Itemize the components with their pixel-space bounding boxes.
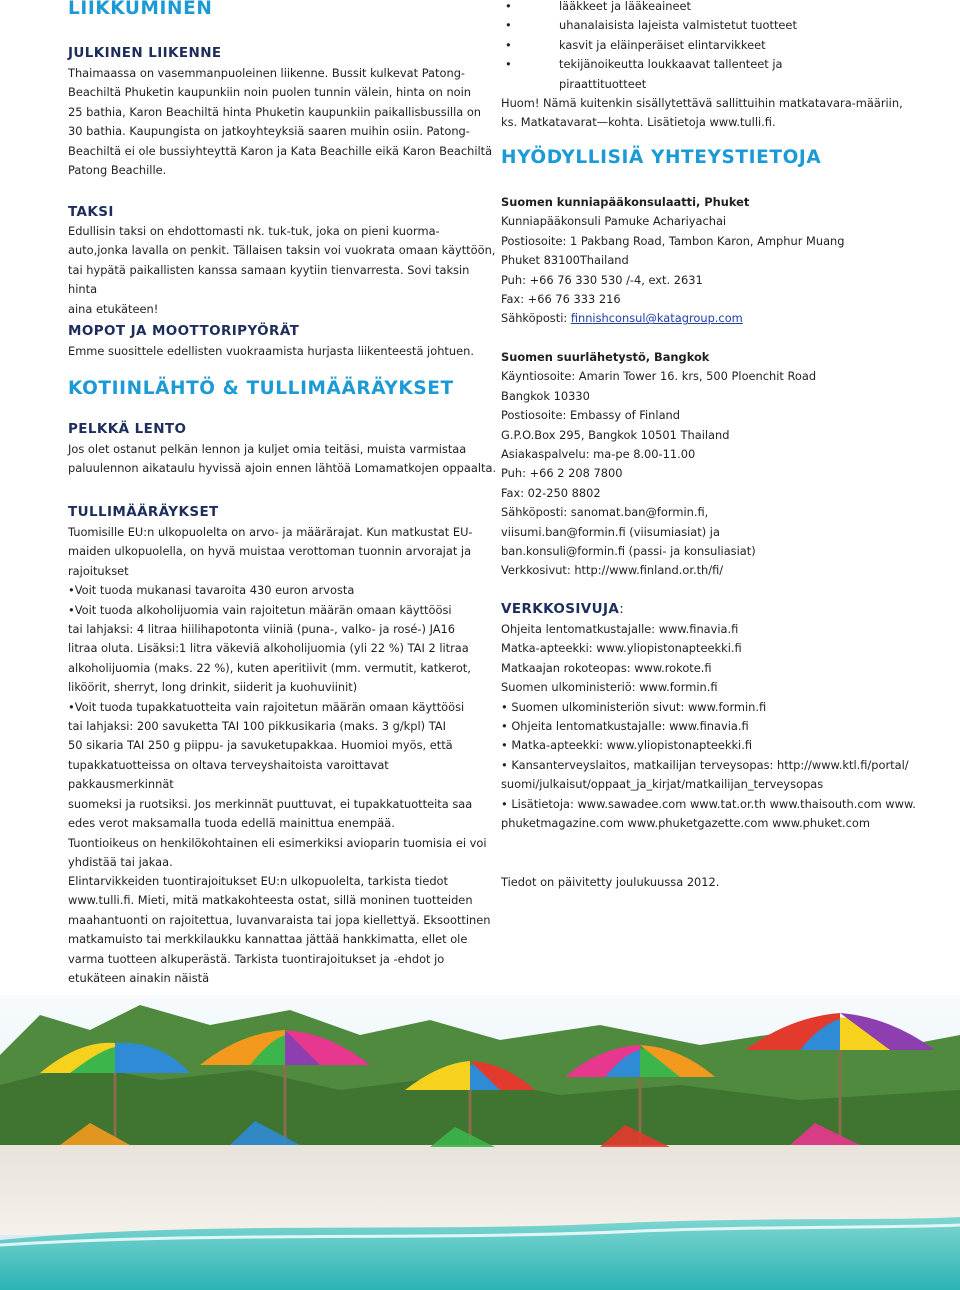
text-line: Ohjeita lentomatkustajalle: www.finavia.fi	[501, 622, 739, 636]
text-line: Huom! Nämä kuitenkin sisällytettävä sallittuihin matkatavara-määriin,	[501, 96, 903, 110]
text-line: tai lahjaksi: 4 litraa hiilihapotonta viiniä (puna-, valko- ja rosé-) JA16	[68, 622, 456, 637]
text-line: tai hypätä paikallisten kanssa samaan kyytiin tienvarresta. Sovi taksin hinta	[68, 262, 470, 297]
text-line: suomeksi ja ruotsiksi. Jos merkinnät puuttuvat, ei tupakkatuotteita saa	[68, 796, 473, 811]
list-item-text: tekijänoikeutta loukkaavat tallenteet ja	[559, 57, 783, 72]
consulate-name: Suomen kunniapääkonsulaatti, Phuket	[501, 195, 750, 209]
list-item-text: uhanalaisista lajeista valmistetut tuotteet	[559, 18, 797, 33]
websites-list	[501, 620, 931, 833]
text-line: paluulennon aikataulu hyvissä ajoin ennen lähtöä Lomamatkojen oppaalta.	[68, 461, 497, 476]
text-line: varma tuotteen alkuperästä. Tarkista tuontirajoitukset ja -ehdot jo	[68, 951, 445, 966]
food-import-note	[68, 872, 498, 988]
text-line: Bangkok 10330	[501, 388, 590, 403]
list-item-text: kasvit ja eläinperäiset elintarvikkeet	[559, 37, 766, 52]
text-line: Kunniapääkonsuli Pamuke Achariyachai	[501, 214, 727, 229]
text-line: 25 bathia, Karon Beachiltä hinta Phuketin kaupunkiin paikallisbussilla on	[68, 104, 482, 119]
text-line: Thaimaassa on vasemmanpuoleinen liikenne. Bussit kulkevat Patong-	[68, 66, 466, 80]
text-line: Fax: +66 76 333 216	[501, 292, 621, 307]
text-line: tai lahjaksi: 200 savuketta TAI 100 pikkusikaria (maks. 3 g/kpl) TAI	[68, 719, 446, 734]
text-line: matkamuisto tai merkkilaukku kannattaa jättää hankkimatta, ellet ole	[68, 932, 468, 947]
email-line	[501, 309, 931, 328]
list-item	[501, 0, 921, 16]
text-line: • Lisätietoja: www.sawadee.com www.tat.or.th www.thaisouth.com www.	[501, 796, 916, 811]
text-line: viisumi.ban@formin.fi (viisumiasiat) ja	[501, 524, 720, 539]
text-line: 30 bathia. Kaupungista on jatkoyhteyksiä saaren muihin osiin. Patong-	[68, 124, 470, 139]
flight-only-text	[68, 440, 498, 479]
text-line: auto,jonka lavalla on penkit. Tällaisen taksin voi vuokrata omaan käyttöön,	[68, 243, 496, 258]
list-item	[501, 16, 921, 35]
beach-photo	[0, 995, 960, 1290]
public-transport-text	[68, 64, 498, 180]
section-title-liikkuminen: LIIKKUMINEN	[68, 0, 213, 19]
text-line: liköörit, sherryt, long drinkit, siiderit ja kuohuviinit)	[68, 680, 358, 695]
text-line: Emme suosittele edellisten vuokraamista hurjasta liikenteestä johtuen.	[68, 344, 474, 358]
text-line: Puh: +66 2 208 7800	[501, 466, 623, 481]
text-line: tupakkatuotteissa on oltava terveyshaitoista varoittavat pakkausmerkinnät	[68, 757, 389, 792]
text-line: G.P.O.Box 295, Bangkok 10501 Thailand	[501, 427, 730, 442]
text-line: etukäteen ainakin näistä	[68, 971, 210, 986]
text-line: maiden ulkopuolella, on hyvä muistaa verottoman tuonnin arvorajat ja	[68, 544, 472, 559]
text-line: Sähköposti: sanomat.ban@formin.fi,	[501, 505, 709, 520]
restricted-items-list	[501, 0, 921, 94]
text-line: Beachiltä Phuketin kaupunkiin noin puolen tunnin välein, hinta on noin	[68, 85, 472, 100]
text-line: aina etukäteen!	[68, 301, 159, 316]
list-item-text: piraattituotteet	[559, 76, 647, 91]
text-line: www.tulli.fi. Mieti, mitä matkakohteesta ostat, sillä moninen tuotteiden	[68, 893, 473, 908]
text-line: Matka-apteekki: www.yliopistonapteekki.fi	[501, 641, 742, 656]
list-item	[501, 55, 921, 74]
text-line: Postiosoite: 1 Pakbang Road, Tambon Karon, Amphur Muang	[501, 233, 845, 248]
text-line: •Voit tuoda mukanasi tavaroita 430 euron arvosta	[68, 583, 355, 598]
text-line: Beachiltä ei ole bussiyhteyttä Karon ja Kata Beachille eikä Karon Beachiltä	[68, 143, 493, 158]
text-line: Tuontioikeus on henkilökohtainen eli esimerkiksi avioparin tuomisia ei voi	[68, 835, 487, 850]
text-line: Suomen ulkoministeriö: www.formin.fi	[501, 680, 718, 695]
text-line: maahantuonti on rajoitettua, luvanvaraista tai jopa kiellettyä. Eksoottinen	[68, 912, 491, 927]
text-line: Postiosoite: Embassy of Finland	[501, 408, 681, 423]
text-line: Edullisin taksi on ehdottomasti nk. tuk-tuk, joka on pieni kuorma-	[68, 224, 440, 238]
text-line: Elintarvikkeiden tuontirajoitukset EU:n ulkopuolelta, tarkista tiedot	[68, 874, 448, 888]
text-line: rajoitukset	[68, 563, 129, 578]
heading-mopeds: MOPOT JA MOOTTORIPYÖRÄT	[68, 323, 300, 339]
email-label: Sähköposti:	[501, 311, 571, 326]
text-line: Fax: 02-250 8802	[501, 485, 601, 500]
text-line: Käyntiosoite: Amarin Tower 16. krs, 500 Ploenchit Road	[501, 369, 817, 384]
heading-flight-only: PELKKÄ LENTO	[68, 421, 187, 437]
heading-websites	[501, 599, 624, 619]
text-line: Phuket 83100Thailand	[501, 253, 629, 268]
bullet-marker: •	[505, 37, 512, 52]
text-line: phuketmagazine.com www.phuketgazette.com www.phuket.com	[501, 816, 870, 831]
customs-note	[501, 94, 931, 133]
text-line: yhdistää tai jakaa.	[68, 854, 173, 869]
text-line: Verkkosivut: http://www.finland.or.th/fi/	[501, 563, 724, 578]
text-line: Puh: +66 76 330 530 /-4, ext. 2631	[501, 272, 703, 287]
websites-title: VERKKOSIVUJA	[501, 601, 620, 617]
bullet-marker: •	[505, 18, 512, 33]
list-item	[501, 75, 921, 94]
text-line: edes verot maksamalla tuoda edellä mainittua enempää.	[68, 816, 395, 831]
text-line: suomi/julkaisut/oppaat_ja_kirjat/matkailijan_terveysopas	[501, 777, 824, 792]
text-line: alkoholijuomia (maks. 22 %), kuten aperitiivit (mm. vermutit, katkerot,	[68, 660, 471, 675]
embassy-contact	[501, 348, 931, 581]
taxi-text	[68, 222, 498, 319]
text-line: • Ohjeita lentomatkustajalle: www.finavia.fi	[501, 719, 749, 734]
text-line: Tuomisille EU:n ulkopuolelta on arvo- ja määrärajat. Kun matkustat EU-	[68, 525, 473, 539]
list-item	[501, 36, 921, 55]
section-title-contacts: HYÖDYLLISIÄ YHTEYSTIETOJA	[501, 147, 822, 168]
bullet-marker: •	[505, 57, 512, 72]
text-line: litraa oluta. Lisäksi:1 litra väkeviä alkoholijuomia (yli 22 %) TAI 2 litraa	[68, 641, 469, 656]
text-line: Matkaajan rokoteopas: www.rokote.fi	[501, 660, 712, 675]
bullet-marker: •	[505, 0, 512, 13]
mopeds-text	[68, 342, 498, 361]
consulate-email-link[interactable]: finnishconsul@katagroup.com	[570, 311, 743, 326]
text-line: Asiakaspalvelu: ma-pe 8.00-11.00	[501, 447, 696, 462]
section-title-kotiinlahto: KOTIINLÄHTÖ & TULLIMÄÄRÄYKSET	[68, 378, 454, 399]
text-line: 50 sikaria TAI 250 g piippu- ja savuketupakkaa. Huomioi myös, että	[68, 738, 453, 753]
text-line: •Voit tuoda alkoholijuomia vain rajoitetun määrän omaan käyttöösi	[68, 602, 452, 617]
update-note: Tiedot on päivitetty joulukuussa 2012.	[501, 875, 720, 889]
embassy-name: Suomen suurlähetystö, Bangkok	[501, 350, 710, 364]
text-line: Patong Beachille.	[68, 163, 167, 178]
consulate-contact	[501, 193, 931, 329]
heading-public-transport: JULKINEN LIIKENNE	[68, 45, 222, 61]
text-line: • Matka-apteekki: www.yliopistonapteekki.fi	[501, 738, 752, 753]
text-line: Jos olet ostanut pelkän lennon ja kuljet omia teitäsi, muista varmistaa	[68, 442, 467, 456]
list-item-text: lääkkeet ja lääkeaineet	[559, 0, 691, 13]
beach-illustration	[0, 995, 960, 1290]
heading-customs: TULLIMÄÄRÄYKSET	[68, 504, 219, 520]
text-line: • Suomen ulkoministeriön sivut: www.formin.fi	[501, 699, 767, 714]
customs-text	[68, 523, 498, 872]
text-line: •Voit tuoda tupakkatuotteita vain rajoitetun määrän omaan käyttöösi	[68, 699, 465, 714]
websites-title-suffix: :	[619, 601, 625, 617]
heading-taxi: TAKSI	[68, 204, 114, 220]
text-line: ban.konsuli@formin.fi (passi- ja konsuliasiat)	[501, 544, 756, 559]
text-line: ks. Matkatavarat—kohta. Lisätietoja www.tulli.fi.	[501, 115, 776, 130]
text-line: • Kansanterveyslaitos, matkailijan terveysopas: http://www.ktl.fi/portal/	[501, 757, 909, 772]
